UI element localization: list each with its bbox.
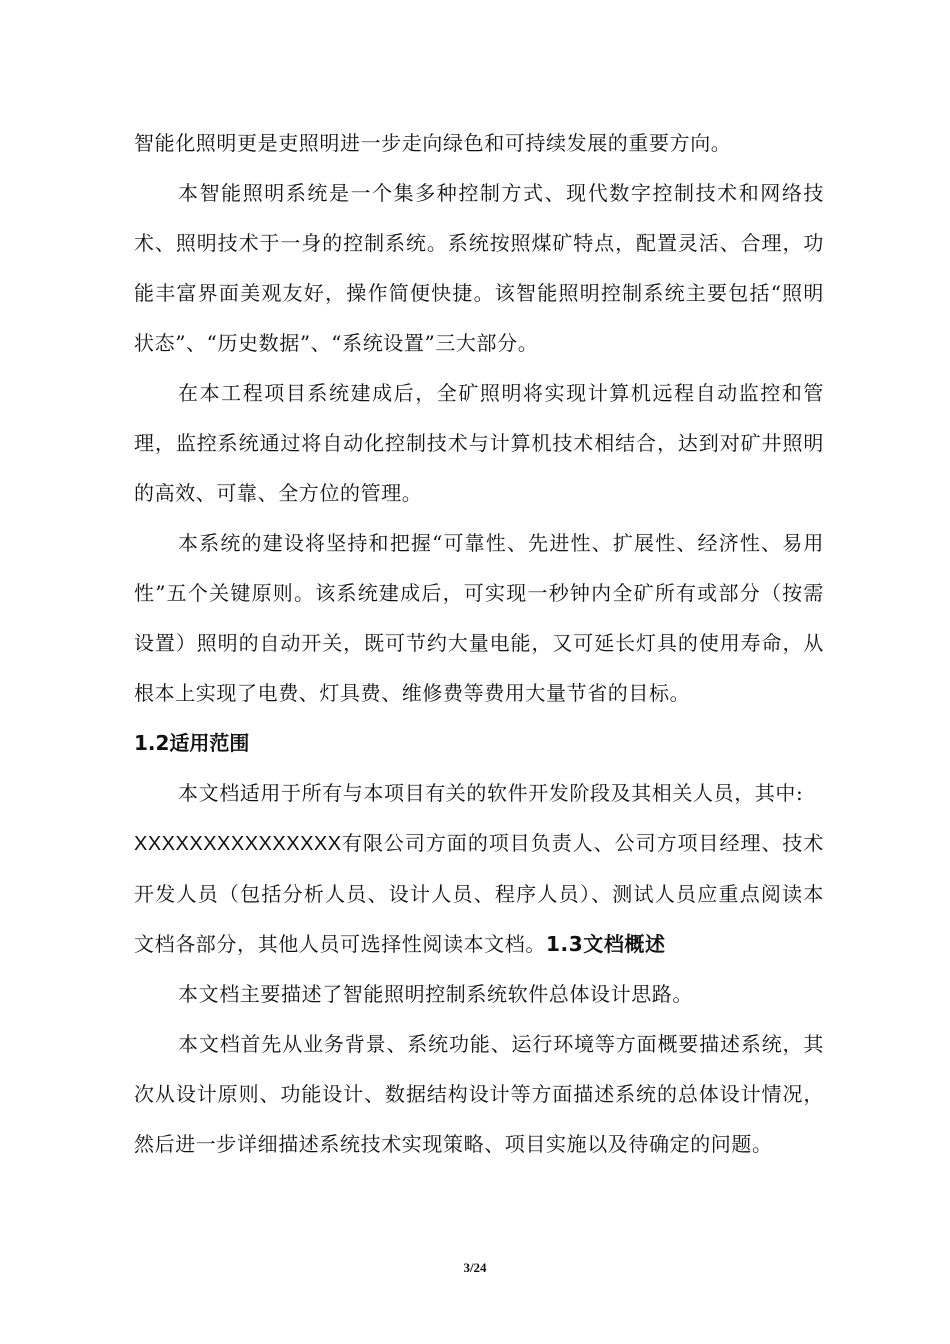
document-body (134, 118, 824, 1169)
page-number: 3/24 (463, 1260, 487, 1275)
section-heading-scope: 1.2适用范围 (134, 731, 250, 755)
company-placeholder: XXXXXXXXXXXXXXX (134, 833, 342, 855)
paragraph-system-overview: 本智能照明系统是一个集多种控制方式、现代数字控制技术和网络技术、照明技术于一身的控制系统。系统按照煤矿特点，配置灵活、合理，功能丰富界面美观友好，操作简便快捷。该智能照明控制系统主要包括“照明状态”、“历史数据”、“系统设置”三大部分。 (134, 181, 824, 355)
paragraph-scope-intro: 本文档适用于所有与本项目有关的软件开发阶段及其相关人员，其中: (178, 781, 804, 805)
paragraph-intro-continuation: 智能化照明更是吏照明进一步走向绿色和可持续发展的重要方向。 (134, 131, 732, 155)
paragraph-scope-audience (134, 818, 824, 969)
paragraph-overview-summary: 本文档主要描述了智能照明控制系统软件总体设计思路。 (178, 982, 693, 1006)
paragraph-project-goal: 在本工程项目系统建成后，全矿照明将实现计算机远程自动监控和管理，监控系统通过将自动化控制技术与计算机技术相结合，达到对矿井照明的高效、可靠、全方位的管理。 (134, 381, 824, 505)
scope-audience-text: 有限公司方面的项目负责人、公司方项目经理、技术开发人员（包括分析人员、设计人员、程序人员）、测试人员应重点阅读本文档各部分，其他人员可选择性阅读本文档。 (134, 831, 824, 956)
section-heading-overview: 1.3文档概述 (546, 932, 666, 956)
paragraph-principles: 本系统的建设将坚持和把握“可靠性、先进性、扩展性、经济性、易用性”五个关键原则。该系统建成后，可实现一秒钟内全矿所有或部分（按需设置）照明的自动开关，既可节约大量电能，又可延长灯具的使用寿命，从根本上实现了电费、灯具费、维修费等费用大量节省的目标。 (134, 531, 824, 705)
paragraph-overview-structure: 本文档首先从业务背景、系统功能、运行环境等方面概要描述系统，其次从设计原则、功能设计、数据结构设计等方面描述系统的总体设计情况，然后进一步详细描述系统技术实现策略、项目实施以及待确定的问题。 (134, 1032, 824, 1156)
